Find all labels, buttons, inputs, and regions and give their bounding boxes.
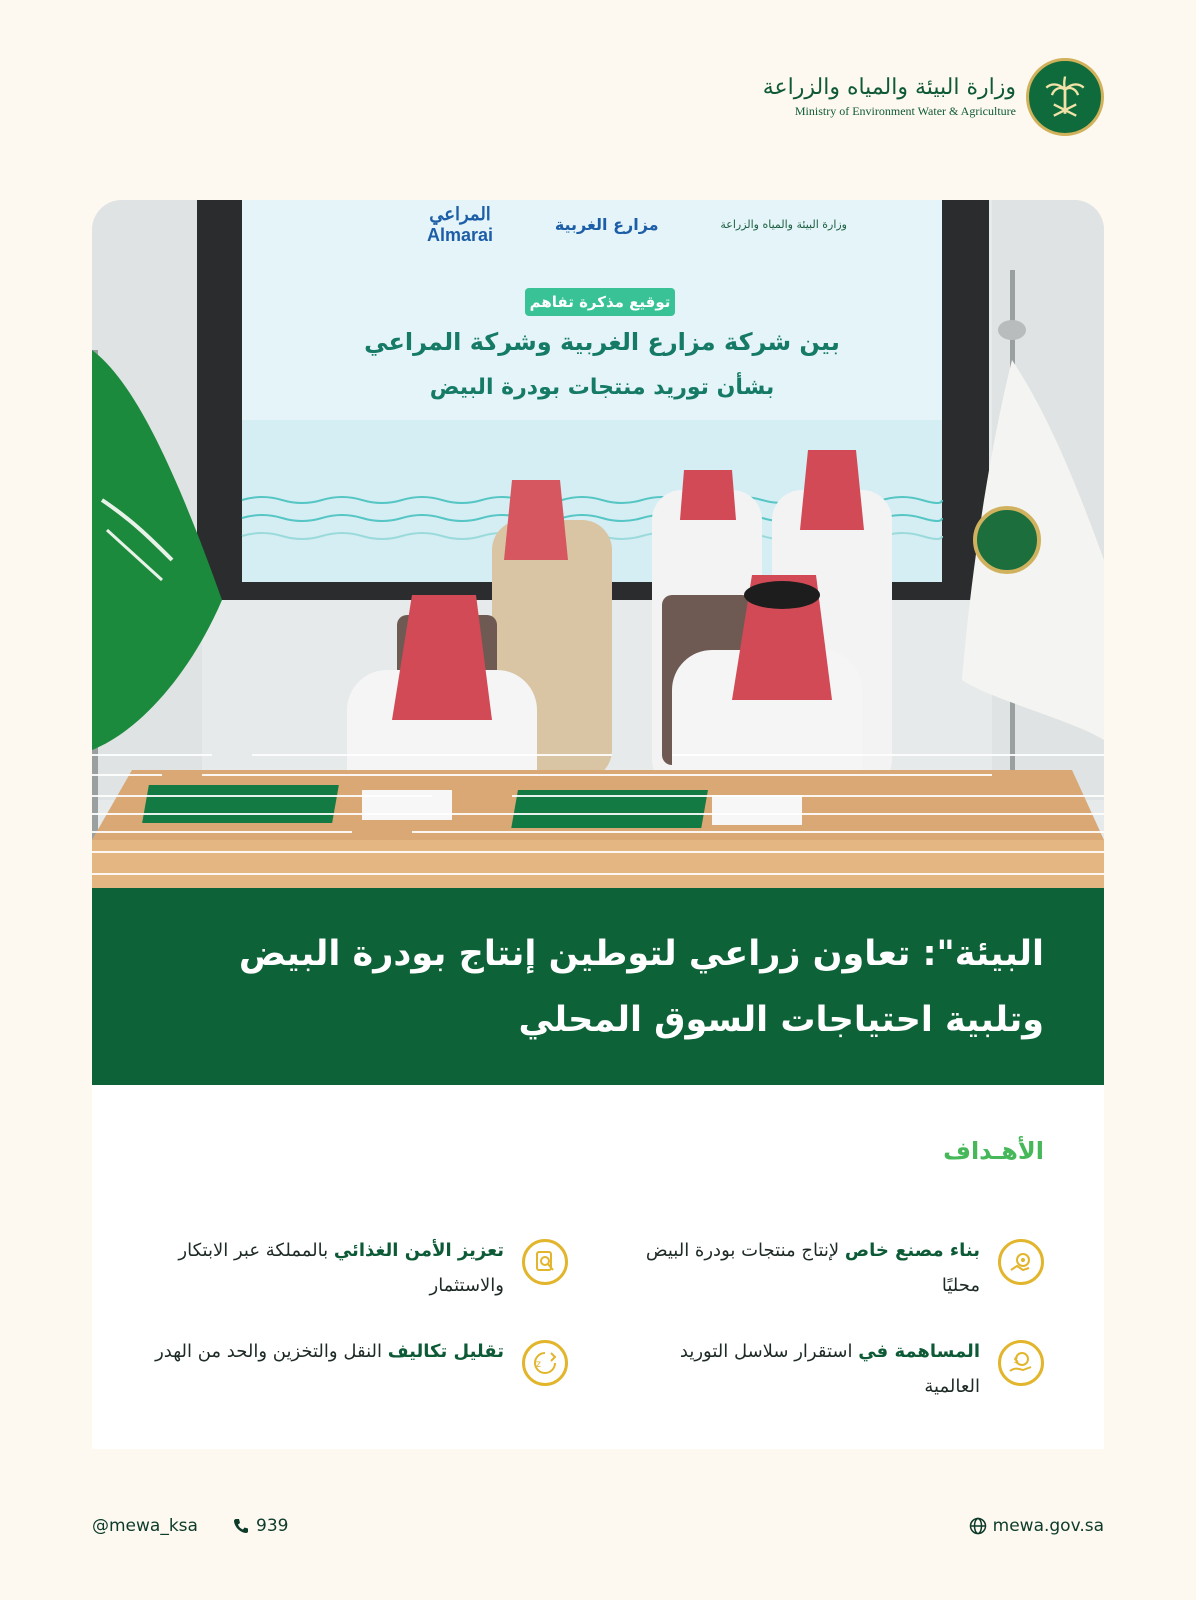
goal-item-cost-reduction (148, 1334, 568, 1386)
cost-reduction-icon (522, 1340, 568, 1386)
goal-bold: المساهمة في (858, 1341, 980, 1362)
phone-text: 939 (256, 1516, 289, 1536)
algharbia-farms-logo: مزارع الغربية (554, 214, 659, 234)
screen-ministry-logo: وزارة البيئة والمياه والزراعة (720, 217, 847, 231)
ministry-logo (763, 58, 1104, 136)
website-link[interactable] (969, 1516, 1104, 1536)
phone-icon (232, 1517, 250, 1535)
ministry-name-en: Ministry of Environment Water & Agriculture (794, 103, 1016, 118)
social-text: @mewa_ksa (92, 1516, 198, 1536)
ministry-name-ar: وزارة البيئة والمياه والزراعة (762, 75, 1016, 101)
goal-text: لإنتاج منتجات بودرة البيض محليًا (645, 1240, 980, 1296)
goal-text: بالمملكة عبر الابتكار والاستثمار (178, 1240, 504, 1296)
factory-gear-icon (998, 1239, 1044, 1285)
phone-number[interactable] (232, 1516, 288, 1536)
globe-icon (969, 1517, 987, 1535)
goal-bold: تقليل تكاليف (387, 1341, 504, 1362)
goal-item-supply-chain (624, 1334, 1044, 1404)
goal-text: استقرار سلاسل التوريد العالمية (679, 1341, 980, 1397)
signing-ceremony-photo (92, 200, 1104, 888)
goal-bold: بناء مصنع خاص (844, 1240, 980, 1261)
headline-band (92, 888, 1104, 1085)
social-handle[interactable] (92, 1516, 198, 1536)
goal-item-food-security (148, 1233, 568, 1303)
svg-text:$: $ (1013, 1356, 1019, 1366)
goal-text: النقل والتخزين والحد من الهدر (155, 1341, 388, 1362)
screen-title-line1: بين شركة مزارع الغربية وشركة المراعي (364, 328, 840, 356)
mou-badge: توقيع مذكرة تفاهم (525, 288, 675, 316)
headline-title: البيئة": تعاون زراعي لتوطين إنتاج بودرة البيض وتلبية احتياجات السوق المحلي (238, 933, 1044, 1040)
almarai-logo: المراعي Almarai (427, 204, 494, 245)
palm-emblem-icon (1026, 58, 1104, 136)
website-text: mewa.gov.sa (992, 1516, 1104, 1536)
screen-logos (427, 200, 847, 250)
screen-title-line2: بشأن توريد منتجات بودرة البيض (429, 375, 775, 400)
goal-bold: تعزيز الأمن الغذائي (333, 1240, 504, 1261)
hand-coin-icon (998, 1340, 1044, 1386)
food-security-icon (522, 1239, 568, 1285)
goal-item-factory (624, 1233, 1044, 1303)
goals-card (92, 1085, 1104, 1449)
svg-text:z: z (535, 1359, 541, 1370)
goals-heading: الأهـداف (943, 1137, 1044, 1165)
